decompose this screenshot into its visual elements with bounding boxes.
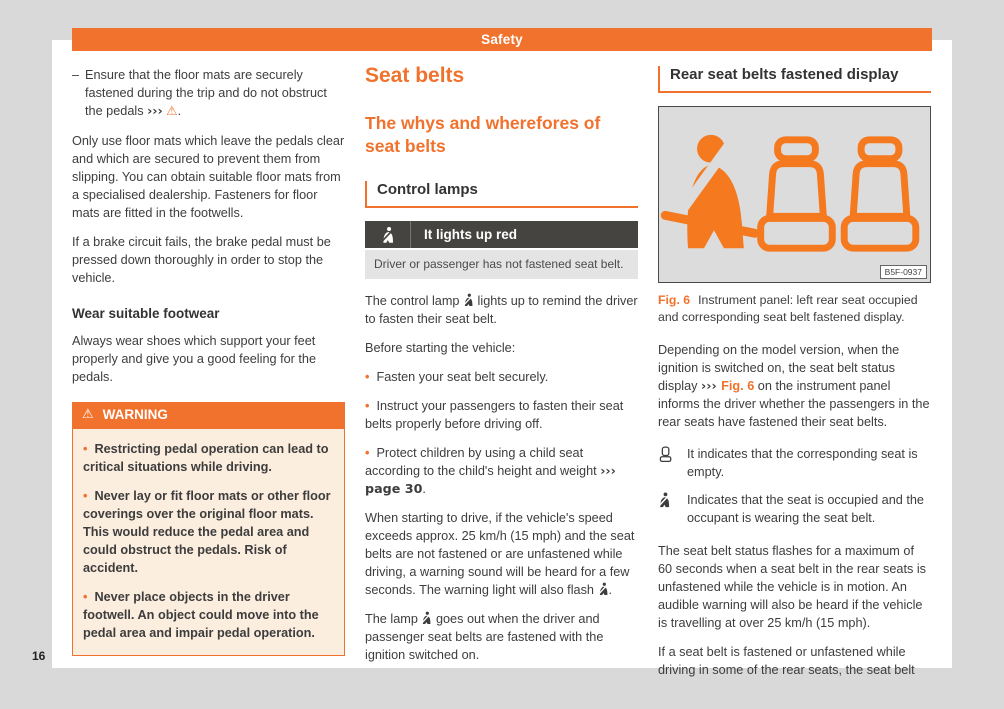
symbol-legend xyxy=(658,445,931,527)
control-lamp-table xyxy=(365,221,638,279)
text-run: . xyxy=(422,482,426,496)
warning-item: • Restricting pedal operation can lead to critical situations while driving. xyxy=(83,440,334,476)
text-run: The lamp xyxy=(365,612,422,626)
paragraph: If a seat belt is fastened or unfastened while driving in some of the rear seats, the seat belt xyxy=(658,645,915,677)
seat-belt-warning-icon xyxy=(463,293,474,307)
text-run: Protect children by using a child seat according to the child's height and weight xyxy=(365,446,601,478)
legend-item xyxy=(658,491,931,527)
text-run: goes out when the driver and passenger seat belts are fastened with the ignition switched on. xyxy=(365,612,604,662)
bullet-item: • Instruct your passengers to fasten their seat belts properly before driving off. xyxy=(365,397,638,433)
warning-item: • Never lay or fit floor mats or other floor coverings over the original floor mats. This would reduce the pedal area and could obstruct the pedals. Risk of accident. xyxy=(83,487,334,577)
warning-item: • Never place objects in the driver footwell. An object could move into the pedal area and impair pedal operation. xyxy=(83,588,334,642)
paragraph xyxy=(365,610,638,664)
text-run: When starting to drive, if the vehicle's speed exceeds approx. 25 km/h (15 mph) and the seat belts are not fastened or are unfastened while driving, a warning sound will be heard for a few seconds. The warning light will also flash xyxy=(365,511,635,597)
text-run: Depending on the model version, when the ignition is switched on, the seat belt status display xyxy=(658,343,900,393)
figure-reference: Fig. 6 xyxy=(721,379,755,393)
paragraph xyxy=(365,292,638,328)
paragraph xyxy=(365,509,638,599)
bullet-item: • Fasten your seat belt securely. xyxy=(365,368,638,386)
text-run: lights up to remind the driver to fasten their seat belt. xyxy=(365,294,638,326)
figure-code-label: B5F-0937 xyxy=(880,265,927,279)
subsection-title-control-lamps: Control lamps xyxy=(365,181,638,208)
warning-title: WARNING xyxy=(102,407,168,422)
legend-text: It indicates that the corresponding seat is empty. xyxy=(687,447,918,479)
warning-header xyxy=(72,402,345,429)
paragraph: Only use floor mats which leave the pedals clear and which are secured to prevent them from slipping. You can obtain suitable floor mats from a specialised dealership. Fasteners for floor mats are fitted in the footwells. xyxy=(72,134,345,220)
legend-item xyxy=(658,445,931,481)
seat-belt-warning-icon xyxy=(658,491,677,527)
legend-text: Indicates that the seat is occupied and the occupant is wearing the seat belt. xyxy=(687,493,924,525)
figure-caption xyxy=(658,292,931,326)
figure-caption-text: Instrument panel: left rear seat occupied and corresponding seat belt fastened display. xyxy=(658,293,918,324)
cross-reference-arrows: ››› xyxy=(147,103,163,118)
control-lamp-condition: It lights up red xyxy=(424,226,517,242)
warning-body xyxy=(72,429,345,656)
cross-reference-arrows: ››› xyxy=(701,378,722,393)
subsection-title-rear-belts: Rear seat belts fastened display xyxy=(658,66,931,93)
page-number: 16 xyxy=(32,649,46,663)
seat-empty-icon xyxy=(658,445,677,481)
list-item xyxy=(72,66,345,120)
paragraph xyxy=(658,341,931,431)
subheading-footwear: Wear suitable footwear xyxy=(72,306,220,321)
text-run: The control lamp xyxy=(365,294,464,308)
paragraph: Always wear shoes which support your feet properly and give you a good feeling for the pedals. xyxy=(72,334,317,384)
seat-belt-warning-icon xyxy=(421,611,432,625)
warning-triangle-icon: ⚠ xyxy=(82,407,94,422)
column-right xyxy=(658,66,931,690)
list-item-text: Ensure that the floor mats are securely fastened during the trip and do not obstruct the pedals xyxy=(85,68,327,118)
list-item-end: . xyxy=(177,104,182,118)
paragraph: Before starting the vehicle: xyxy=(365,341,516,355)
bullet-item xyxy=(365,444,638,498)
section-title: The whys and wherefores of seat belts xyxy=(365,113,601,156)
control-lamp-description: Driver or passenger has not fastened seat belt. xyxy=(365,250,638,279)
control-lamp-table-header xyxy=(365,221,638,248)
warning-triangle-icon: ⚠ xyxy=(166,103,178,118)
chapter-header: Safety xyxy=(72,28,932,51)
figure-6-image xyxy=(658,106,931,283)
rear-seats-display-graphic xyxy=(659,107,930,282)
content-columns xyxy=(72,66,932,690)
paragraph: If a brake circuit fails, the brake pedal must be pressed down thoroughly in order to stop the vehicle. xyxy=(72,235,331,285)
warning-box xyxy=(72,402,345,656)
seat-belt-warning-icon xyxy=(598,582,609,596)
text-run: . xyxy=(608,583,613,597)
page-title: Seat belts xyxy=(365,64,465,87)
text-run: on the instrument panel informs the driver whether the passengers in the rear seats have fastened their seat belts. xyxy=(658,379,930,429)
figure-number: Fig. 6 xyxy=(658,293,691,307)
paragraph: The seat belt status flashes for a maximum of 60 seconds when a seat belt in the rear seats is unfastened while the vehicle is in motion. An audible warning will also be heard if the vehicle is travelling at over 25 km/h (15 mph). xyxy=(658,544,927,630)
seat-belt-warning-icon xyxy=(365,221,411,248)
column-left xyxy=(72,66,345,690)
dash-marker: – xyxy=(72,68,80,82)
page-reference: ››› page 30 xyxy=(365,463,616,496)
column-middle xyxy=(365,66,638,690)
bullet-list xyxy=(365,368,638,498)
